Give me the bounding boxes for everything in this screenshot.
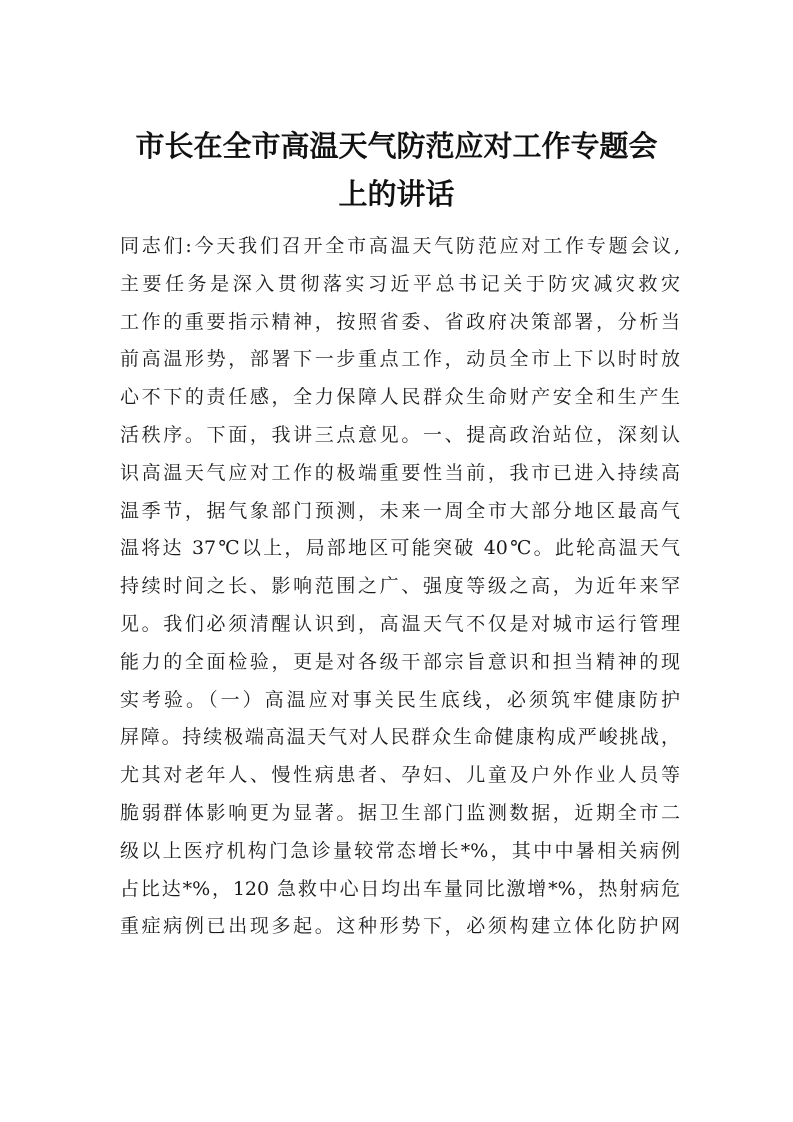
body-line: 脆弱群体影响更为显著。据卫生部门监测数据，近期全市二 xyxy=(120,801,680,824)
body-line: 工作的重要指示精神，按照省委、省政府决策部署，分析当 xyxy=(120,310,680,333)
body-line: 见。我们必须清醒认识到，高温天气不仅是对城市运行管理 xyxy=(120,612,680,635)
body-line: 重症病例已出现多起。这种形势下，必须构建立体化防护网 xyxy=(120,915,680,938)
body-line: 尤其对老年人、慢性病患者、孕妇、儿童及户外作业人员等 xyxy=(120,764,680,787)
document-title-line-2: 上的讲话 xyxy=(338,177,455,211)
body-line: 持续时间之长、影响范围之广、强度等级之高，为近年来罕 xyxy=(120,575,680,598)
body-line: 同志们:今天我们召开全市高温天气防范应对工作专题会议, xyxy=(120,235,680,257)
body-line: 心不下的责任感，全力保障人民群众生命财产安全和生产生 xyxy=(120,386,680,409)
body-line: 实考验。（一）高温应对事关民生底线，必须筑牢健康防护 xyxy=(120,688,680,711)
document-title-line-1: 市长在全市高温天气防范应对工作专题会 xyxy=(135,129,658,163)
body-line: 级以上医疗机构门急诊量较常态增长*%，其中中暑相关病例 xyxy=(120,839,680,862)
body-line: 能力的全面检验，更是对各级干部宗旨意识和担当精神的现 xyxy=(120,650,680,673)
body-line: 温季节，据气象部门预测，未来一周全市大部分地区最高气 xyxy=(120,499,680,522)
body-line: 屏障。持续极端高温天气对人民群众生命健康构成严峻挑战， xyxy=(120,726,680,749)
body-line: 识高温天气应对工作的极端重要性当前，我市已进入持续高 xyxy=(120,461,680,484)
body-line: 活秩序。下面，我讲三点意见。一、提高政治站位，深刻认 xyxy=(120,423,680,446)
body-line: 主要任务是深入贯彻落实习近平总书记关于防灾减灾救灾 xyxy=(120,272,680,295)
body-line: 占比达*%，120 急救中心日均出车量同比激增*%，热射病危 xyxy=(120,877,680,900)
body-line: 温将达 37℃以上，局部地区可能突破 40℃。此轮高温天气 xyxy=(120,537,680,560)
body-line: 前高温形势，部署下一步重点工作，动员全市上下以时时放 xyxy=(120,348,680,371)
document-body xyxy=(120,228,680,946)
